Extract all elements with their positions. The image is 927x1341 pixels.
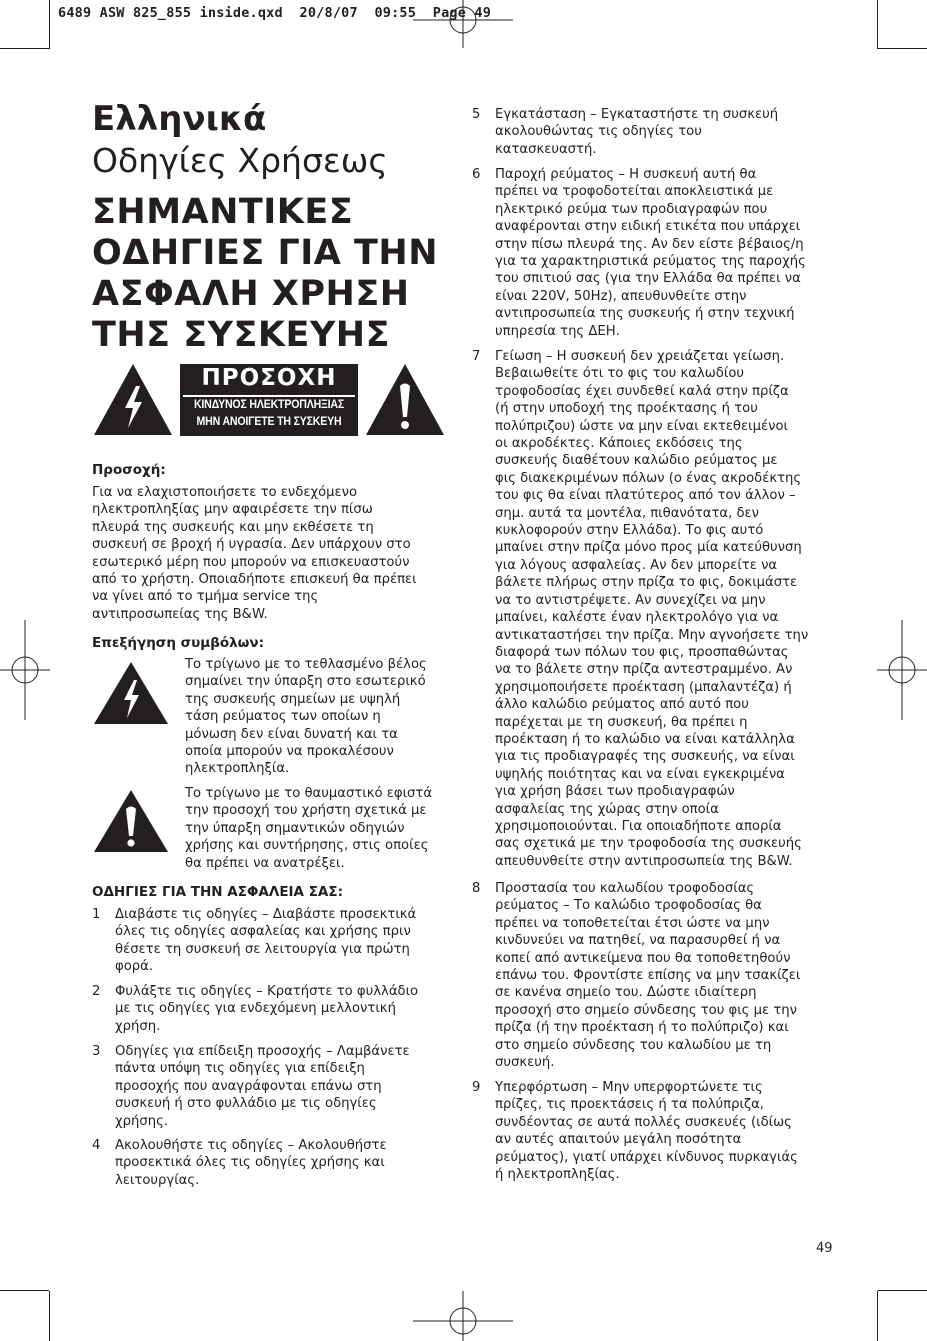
lightning-symbol-text: Το τρίγωνο με το τεθλασμένο βέλος σημαίνει την ύπαρξη στο εσωτερικό της συσκευής σημείων με υψηλή τάση ρεύματος των οποίων η μόνωση δεν είναι δυνατή και τα οποία μπορούν να προκαλέσουν ηλεκτροπληξία. [185, 657, 427, 777]
warning-label [92, 362, 447, 437]
exclamation-triangle-icon [92, 788, 170, 854]
safety-main-heading: ΣΗΜΑΝΤΙΚΕΣ ΟΔΗΓΙΕΣ ΓΙΑ ΤΗΝ ΑΣΦΑΛΗ ΧΡΗΣΗ ΤΗΣ ΣΥΣΚΕΥΗΣ [92, 192, 439, 355]
caution-label-line2: ΜΗΝ ΑΝΟΙΓΕΤΕ ΤΗ ΣΥΣΚΕΥΗ [196, 416, 342, 428]
registration-mark-bottom [413, 1291, 513, 1341]
lightning-triangle-icon [92, 660, 170, 726]
page-number: 49 [816, 1241, 833, 1256]
registration-mark-top [413, 0, 513, 48]
caution-label-title: ΠΡΟΣΟΧΗ [201, 365, 337, 391]
document-subtitle: Οδηγίες Χρήσεως [92, 141, 388, 180]
exclamation-triangle-icon [364, 362, 446, 437]
exclamation-symbol-text: Το τρίγωνο με το θαυμαστικό εφιστά την προσοχή του χρήστη σχετικά με την ύπαρξη σημαντικών οδηγιών χρήσης και συντήρησης, στις οποίες θα πρέπει να ανατρέξει. [185, 786, 433, 871]
caution-heading: Προσοχή: [92, 462, 166, 478]
file-slug: 6489 ASW 825_855 inside.qxd 20/8/07 09:55 Page 49 [58, 5, 492, 21]
caution-paragraph: Για να ελαχιστοποιήσετε το ενδεχόμενο ηλεκτροπληξίας μην αφαιρέσετε την πίσω πλευρά της συσκευής και μην εκθέσετε τη συσκευή σε βροχή ή υγρασία. Δεν υπάρχουν στο εσωτερικό μέρη που μπορούν να επισκευαστούν από το χρήστη. Οποιαδήποτε επισκευή θα πρέπει να γίνει από το τμήμα service της αντιπροσωπείας της B&W. [92, 485, 417, 622]
caution-label-line1: ΚΙΝΔΥΝΟΣ ΗΛΕΚΤΡΟΠΛΗΞΙΑΣ [193, 399, 345, 411]
language-title: Ελληνικά [92, 99, 267, 139]
registration-mark-right [877, 620, 927, 720]
safety-heading: ΟΔΗΓΙΕΣ ΓΙΑ ΤΗΝ ΑΣΦΑΛΕΙΑ ΣΑΣ: [92, 884, 343, 900]
caution-label-box [180, 364, 358, 436]
registration-mark-left [0, 620, 50, 720]
lightning-triangle-icon [92, 362, 174, 437]
symbols-heading: Επεξήγηση συμβόλων: [92, 635, 265, 651]
